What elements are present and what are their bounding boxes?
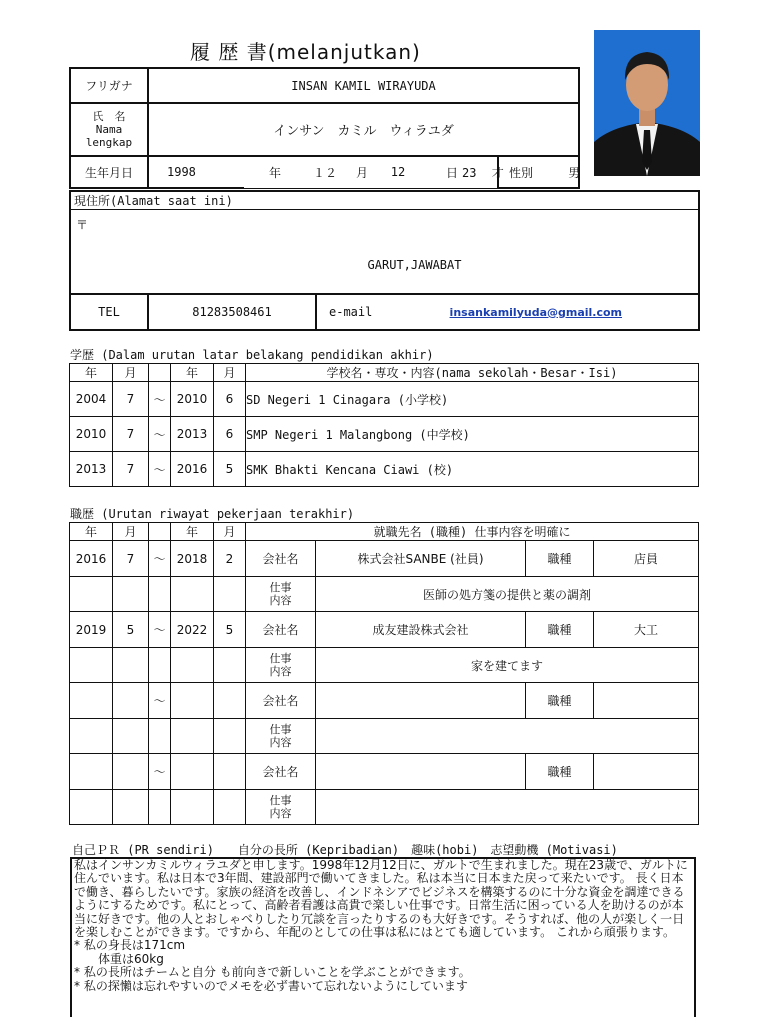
table-row [70,648,699,683]
work-year1: 2016 [70,541,113,577]
job-value [594,683,699,719]
work-table [69,522,699,825]
address-value: GARUT,JAWABAT [367,258,462,272]
content-label-line1: 仕事 [269,723,292,736]
edu-month2: 5 [214,452,246,487]
company-value: 株式会社SANBE (社員) [316,541,526,577]
content-label [246,719,316,754]
page-title: 履 歴 書(melanjutkan) [190,40,421,64]
email-cell [386,294,699,330]
edu-header-year1: 年 [70,364,113,382]
work-month2: 2 [214,541,246,577]
work-sep: ～ [149,683,171,719]
table-row [70,754,699,790]
table-row [70,683,699,719]
company-label: 会社名 [246,683,316,719]
edu-month1: 7 [113,417,149,452]
content-label-line2: 内容 [269,807,292,820]
content-label [246,577,316,612]
work-header-month2: 月 [214,523,246,541]
day-unit: 日 [416,156,462,188]
address-table [69,190,700,331]
edu-year2: 2013 [171,417,214,452]
table-row [70,541,699,577]
content-label [246,790,316,825]
work-year1 [70,754,113,790]
name-label [70,103,148,156]
edu-month1: 7 [113,382,149,417]
work-year2: 2022 [171,612,214,648]
work-header-year1: 年 [70,523,113,541]
company-label: 会社名 [246,541,316,577]
table-row [70,452,699,487]
tel-label: TEL [70,294,148,330]
work-year2 [171,754,214,790]
age-unit: 才 [491,165,504,180]
edu-header-month2: 月 [214,364,246,382]
pr-section-label: 自己ＰＲ (PR sendiri) 自分の長所 (Kepribadian) 趣味(hobi) 志望動機 (Motivasi) [72,843,618,857]
work-sep: ～ [149,612,171,648]
job-label: 職種 [526,541,594,577]
content-label [246,648,316,683]
pr-text: 私はインサンカミルウィラユダと申します。1998年12月12日に、ガルトで生まれました。現在23歳で、ガルトに住んでいます。私は日本で3年間、建設部門で働いてきました。私は本当に日本また戻って来たいです。 長く日本で働き、暮らしたいです。家族の経済を改善し、インドネシアでビジネスを構築するのに十分な資金を調達できるようにするためです。私にとって、高齢者看護は高貴で楽しい仕事です。日常生活に困っている人を助けるのが本当に好きです。他の人とおしゃべりしたり冗談を言ったりするのも大好きです。そうすれば、他の人が楽しく一日を楽しむことができます。ですから、年配のとしての仕事は私にはとても適しています。 これから頑張ります。 * 私の身長は171cm 体重は60kg * 私の長所はチームと自分 も前向きで新しいことを学ぶことができます。 * 私の探懶は忘れやすいのでメモを必ず書いて忘れないようにしています [70,857,696,1017]
education-table [69,363,699,487]
dob-day: 12 [380,156,416,188]
edu-month2: 6 [214,417,246,452]
content-value [316,790,699,825]
edu-month2: 6 [214,382,246,417]
work-year2 [171,683,214,719]
job-label: 職種 [526,754,594,790]
company-label: 会社名 [246,754,316,790]
content-value: 家を建てます [316,648,699,683]
content-label-line1: 仕事 [269,794,292,807]
gender-cell [498,156,579,188]
personal-info-table [69,67,580,189]
job-value [594,754,699,790]
furigana-value: INSAN KAMIL WIRAYUDA [148,68,579,103]
content-label-line2: 内容 [269,736,292,749]
work-month2: 5 [214,612,246,648]
work-month2 [214,754,246,790]
work-header-month1: 月 [113,523,149,541]
table-row [70,719,699,754]
month-unit: 月 [344,156,380,188]
name-label-line1: 氏 名 [92,110,126,123]
edu-year2: 2016 [171,452,214,487]
dob-label: 生年月日 [70,156,148,188]
name-label-line3: lengkap [85,136,133,149]
furigana-label: フリガナ [70,68,148,103]
name-value: インサン カミル ウィラユダ [148,103,579,156]
tel-value: 81283508461 [148,294,316,330]
edu-year2: 2010 [171,382,214,417]
work-year2: 2018 [171,541,214,577]
job-value: 大工 [594,612,699,648]
content-value [316,719,699,754]
content-value: 医師の処方箋の提供と薬の調剤 [316,577,699,612]
edu-school: SMK Bhakti Kencana Ciawi (校) [246,452,699,487]
content-label-line1: 仕事 [269,581,292,594]
edu-sep: ～ [149,452,171,487]
table-row [70,417,699,452]
table-row [70,382,699,417]
company-label: 会社名 [246,612,316,648]
dob-month: １２ [306,156,344,188]
work-year1: 2019 [70,612,113,648]
age-cell [462,156,504,188]
profile-photo [594,30,700,176]
work-section-label: 職歴 (Urutan riwayat pekerjaan terakhir) [70,507,355,521]
edu-header-month1: 月 [113,364,149,382]
company-value [316,754,526,790]
company-value [316,683,526,719]
gender-label: 性別 [509,165,534,180]
job-label: 職種 [526,612,594,648]
email-link[interactable]: insankamilyuda@gmail.com [449,305,623,319]
edu-year1: 2013 [70,452,113,487]
job-value: 店員 [594,541,699,577]
table-row [70,790,699,825]
job-label: 職種 [526,683,594,719]
edu-year1: 2010 [70,417,113,452]
edu-school: SMP Negeri 1 Malangbong (中学校) [246,417,699,452]
address-box [70,210,699,294]
address-label: 現住所(Alamat saat ini) [70,191,699,210]
work-month1 [113,754,149,790]
edu-sep: ～ [149,382,171,417]
postal-mark: 〒 [76,218,89,232]
work-header-year2: 年 [171,523,214,541]
edu-month1: 7 [113,452,149,487]
work-sep: ～ [149,754,171,790]
person-photo-icon [594,30,700,176]
table-row [70,577,699,612]
content-label-line1: 仕事 [269,652,292,665]
name-label-line2: Nama [95,123,123,136]
edu-header-year2: 年 [171,364,214,382]
gender-value: 男 [568,165,581,180]
edu-header-sep [149,364,171,382]
education-section-label: 学歴 (Dalam urutan latar belakang pendidikan akhir) [70,348,434,362]
edu-year1: 2004 [70,382,113,417]
content-label-line2: 内容 [269,594,292,607]
email-label: e-mail [316,294,386,330]
work-sep: ～ [149,541,171,577]
work-month1 [113,683,149,719]
edu-header-school: 学校名・専攻・内容(nama sekolah・Besar・Isi) [246,364,699,382]
year-unit: 年 [244,156,306,188]
work-header-detail: 就職先名 (職種) 仕事内容を明確に [246,523,699,541]
work-month2 [214,683,246,719]
dob-year: 1998 [148,156,244,188]
age-value: 23 [462,165,477,180]
table-row [70,612,699,648]
content-label-line2: 内容 [269,665,292,678]
work-month1: 5 [113,612,149,648]
edu-sep: ～ [149,417,171,452]
work-header-sep [149,523,171,541]
company-value: 成友建設株式会社 [316,612,526,648]
edu-school: SD Negeri 1 Cinagara (小学校) [246,382,699,417]
work-year1 [70,683,113,719]
work-month1: 7 [113,541,149,577]
